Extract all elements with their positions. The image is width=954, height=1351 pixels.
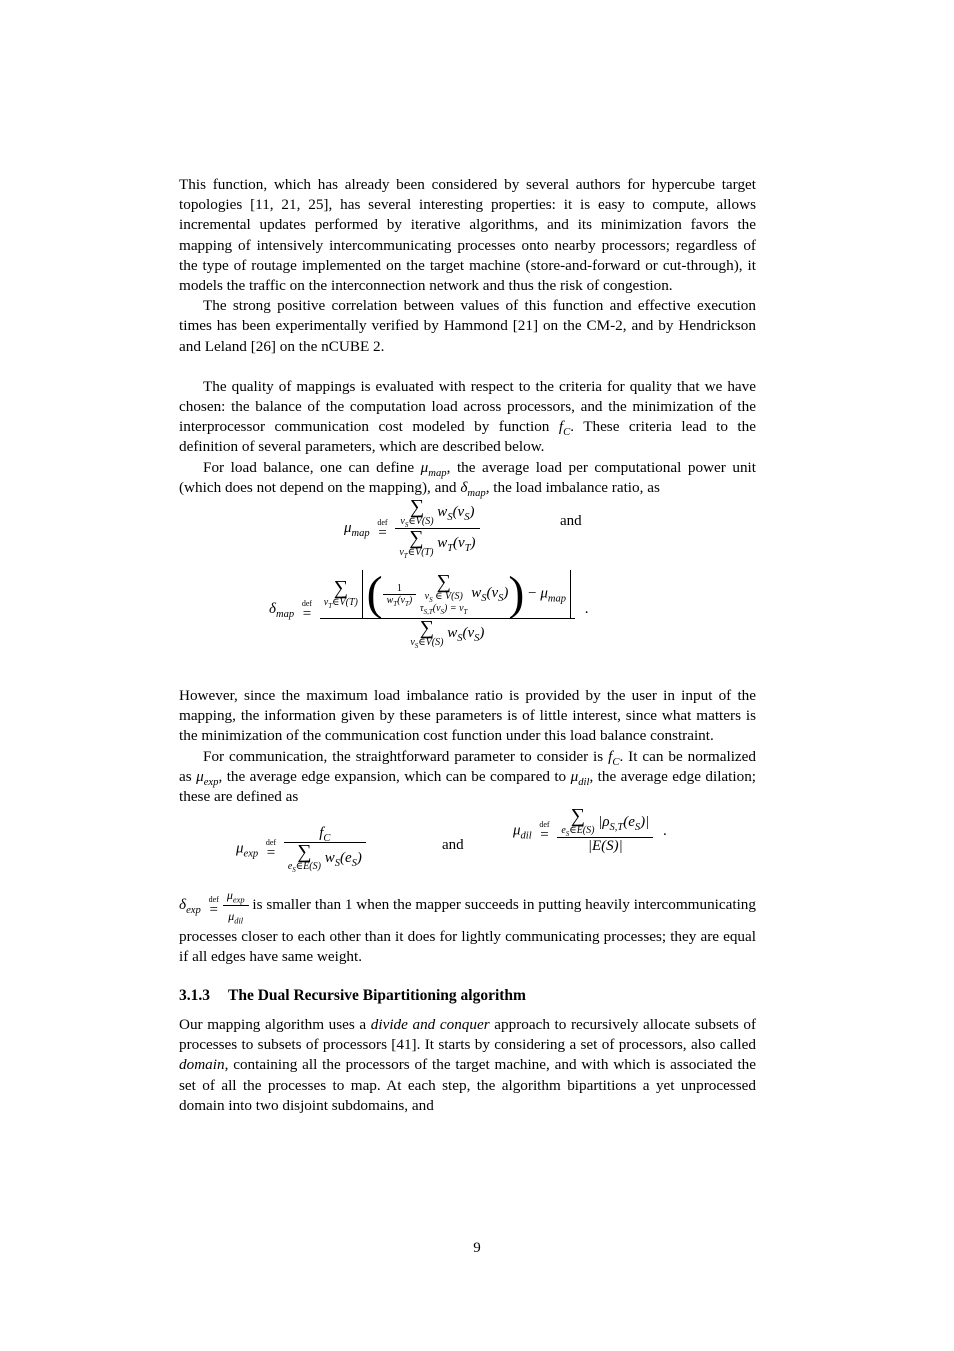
delta-exp-text: is smaller than 1 when the mapper succeeds in putting heavily intercommunicating processes closer to each other than it does for lightly communicating processes; they are equal if all edges have same weight. [179, 896, 756, 965]
paragraph-communication: For communication, the straightforward parameter to consider is $f_C$. It can be normalized as $\mu_{exp}$, the average edge expansion, which can be compared to $\mu_{dil}$, the average edge dilation; these are defined as [179, 747, 757, 806]
paragraph-quality: The quality of mappings is evaluated with respect to the criteria for quality that we have chosen: the balance of the computation load across processors, and the minimization of the interprocessor communication cost modeled by function $f_C$. These criteria lead to the definition of several parameters, which are described below. [179, 377, 756, 456]
paragraph-load-balance: For load balance, one can define $\mu_{map}$, the average load per computational power unit (which does not depend on the mapping), and $\delta_{map}$, the load imbalance ratio, as [179, 458, 756, 499]
section-number: 3.1.3 [179, 987, 210, 1005]
page-number: 9 [473, 1240, 481, 1256]
and-label-2: and [442, 837, 464, 854]
and-label: and [560, 513, 582, 530]
paragraph-correlation: The strong positive correlation between values of this function and effective execution times has been experimentally verified by Hammond [21] on the CM-2, and by Hendrickson and Leland [26] on the nCUBE 2. [179, 297, 756, 355]
paragraph-hypercube: This function, which has already been considered by several authors for hypercube target topologies [11, 21, 25], has several interesting properties: it is easy to compute, allows incremental updates performed by iterative algorithms, and its minimization favors the mapping of intensively intercommunicating processes onto nearby processors; regardless of the type of routage implemented on the target machine (store-and-forward or cut-through), it models the traffic on the interconnection network and thus the risk of congestion. [179, 176, 756, 295]
paragraph-delta-exp: $\delta_{exp}$ def = $\frac{\mu_{exp}}{\mu_{dil}}$ is smaller than 1 when the mapper succeeds in putting heavily intercommunicating processes closer to each other than it does for lightly communicating processes; they are equal if all edges have same weight. [179, 888, 756, 965]
paragraph-algorithm: Our mapping algorithm uses a divide and conquer approach to recursively allocate subsets of processes to subsets of processors [41]. It starts by considering a set of processors, also called domain, containing all the processors of the target machine, and with which is associated the set of all the processes to map. At each step, the algorithm bipartitions a yet unprocessed domain into two disjoint subdomains, and [179, 1016, 756, 1114]
equation-mu-exp-dil: $\mu_{exp}$ def = $f_C$ ∑ $e_S\in E(S)$ $w_S(e_S)$ and $\mu_{dil}$ def = ∑ $e_S\in E(S)$ $|\rho_{S,T}(e_S)|$ |E(S)| . [236, 805, 667, 875]
equation-mu-map: $\mu_{map}$ def = ∑ $v_S\in V(S)$ $w_S(v_S)$ ∑ $v_T\in V(T)$ $w_T(v_T)$ and [344, 496, 582, 561]
section-heading [179, 987, 756, 1005]
section-title: The Dual Recursive Bipartitioning algorithm [228, 987, 526, 1005]
page-body [179, 175, 756, 1116]
paragraph-however: However, since the maximum load imbalance ratio is provided by the user in input of the mapping, the information given by these parameters is of little interest, since what matters is the minimization of the communication cost function under this load balance constraint. [179, 687, 756, 745]
equation-delta-map: $\delta_{map}$ def = ∑ $v_T\in V(T)$ ( $\frac{1}{w_T(v_T)}$ ∑ $v_S$ ∈ V(S) $\tau_{S,T}(v_S) = v_T$ $w_S(v_S)) - \mu_{map}$ ∑ $v_S\in V(S)$ $w_S(v_S)$ . [269, 567, 589, 651]
